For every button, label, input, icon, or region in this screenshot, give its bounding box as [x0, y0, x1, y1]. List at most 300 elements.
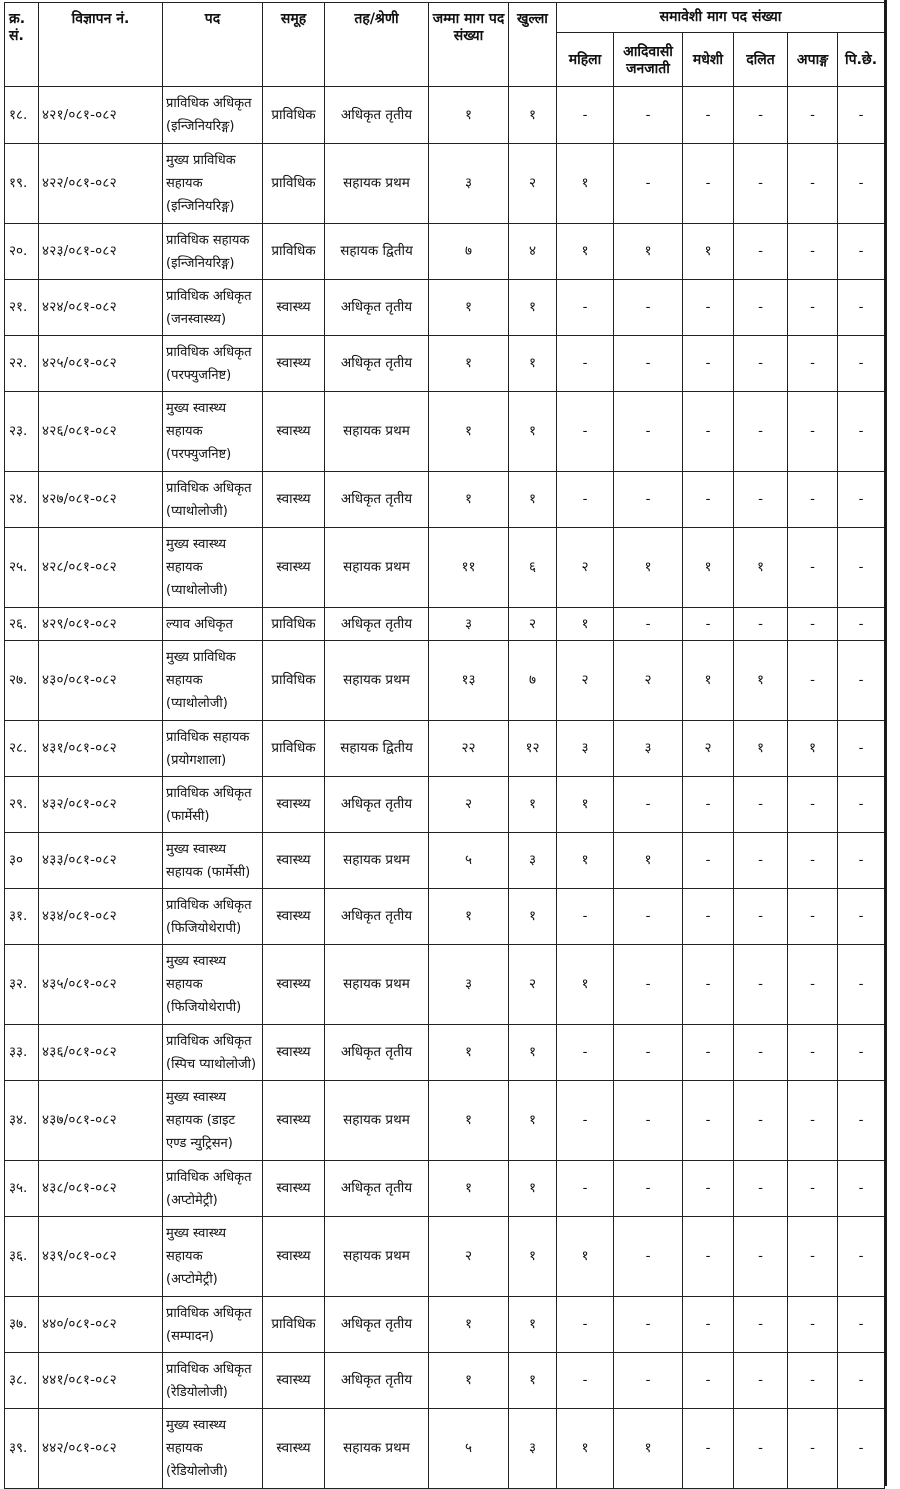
post-line: मुख्य स्वास्थ्य [166, 841, 227, 857]
header-level: तह/श्रेणी [325, 3, 429, 87]
row-janajati: - [614, 1353, 683, 1409]
table-row [5, 608, 885, 641]
post-line: प्राविधिक अधिकृत [166, 96, 252, 111]
page-border [884, 0, 887, 1486]
row-group: स्वास्थ्य [263, 336, 325, 392]
row-sn: ३७. [5, 1297, 39, 1353]
row-madhesi: - [683, 945, 734, 1025]
row-disabled: - [788, 945, 838, 1025]
row-sn: १९. [5, 144, 39, 224]
row-group: स्वास्थ्य [263, 833, 325, 889]
row-total: ३ [429, 144, 509, 224]
row-sn: २५. [5, 528, 39, 608]
row-group: स्वास्थ्य [263, 280, 325, 336]
post-line: (जनस्वास्थ्य) [166, 311, 227, 327]
row-advert-no: ४२३/०८१-०८२ [39, 224, 163, 280]
row-total: २२ [429, 721, 509, 777]
row-open: २ [509, 945, 557, 1025]
row-madhesi: - [683, 280, 734, 336]
row-group: स्वास्थ्य [263, 1081, 325, 1161]
post-line: (रेडियोलोजी) [166, 1384, 228, 1400]
table-row [5, 1297, 885, 1353]
header-madhesi: मधेशी [683, 33, 734, 87]
row-post [163, 889, 263, 945]
row-sn: २०. [5, 224, 39, 280]
post-line: सहायक (डाइट [166, 1113, 236, 1128]
row-janajati: १ [614, 528, 683, 608]
row-backward: - [838, 224, 885, 280]
table-row [5, 777, 885, 833]
row-disabled: - [788, 144, 838, 224]
post-line: सहायक [166, 176, 203, 191]
row-level: अधिकृत तृतीय [325, 608, 429, 641]
row-open: १ [509, 1217, 557, 1297]
post-line: मुख्य स्वास्थ्य [166, 1418, 227, 1433]
row-advert-no: ४२९/०८१-०८२ [39, 608, 163, 641]
row-post [163, 777, 263, 833]
post-line: (अप्टोमेट्री) [166, 1192, 218, 1208]
row-janajati: - [614, 87, 683, 144]
table-row [5, 144, 885, 224]
row-group: प्राविधिक [263, 224, 325, 280]
post-line: मुख्य स्वास्थ्य [166, 537, 227, 552]
row-madhesi: - [683, 833, 734, 889]
row-disabled: - [788, 833, 838, 889]
row-disabled: - [788, 1297, 838, 1353]
row-madhesi: - [683, 1081, 734, 1161]
row-total: १ [429, 889, 509, 945]
table-row [5, 392, 885, 472]
row-disabled: - [788, 336, 838, 392]
row-advert-no: ४३५/०८१-०८२ [39, 945, 163, 1025]
post-line: (इन्जिनियरिङ्ग) [166, 255, 235, 271]
header-sn: क्र. सं. [5, 3, 39, 87]
row-madhesi: - [683, 144, 734, 224]
table-row [5, 1353, 885, 1409]
row-open: १ [509, 472, 557, 528]
row-women: - [557, 1353, 614, 1409]
row-madhesi: - [683, 1409, 734, 1489]
row-level: अधिकृत तृतीय [325, 280, 429, 336]
row-janajati: - [614, 1081, 683, 1161]
header-group: समूह [263, 3, 325, 87]
row-open: १ [509, 889, 557, 945]
row-women: १ [557, 224, 614, 280]
row-advert-no: ४४०/०८१-०८२ [39, 1297, 163, 1353]
row-sn: ३१. [5, 889, 39, 945]
row-dalit: - [734, 833, 788, 889]
row-open: ३ [509, 833, 557, 889]
row-advert-no: ४३७/०८१-०८२ [39, 1081, 163, 1161]
row-level: अधिकृत तृतीय [325, 336, 429, 392]
row-open: ३ [509, 1409, 557, 1489]
row-dalit: - [734, 472, 788, 528]
row-disabled: - [788, 641, 838, 721]
row-level: अधिकृत तृतीय [325, 472, 429, 528]
row-sn: ३३. [5, 1025, 39, 1081]
row-total: १ [429, 280, 509, 336]
row-dalit: १ [734, 641, 788, 721]
row-open: १ [509, 1081, 557, 1161]
row-sn: ३९. [5, 1409, 39, 1489]
row-women: १ [557, 1409, 614, 1489]
row-total: १ [429, 1161, 509, 1217]
row-backward: - [838, 472, 885, 528]
post-line: ल्याव अधिकृत [166, 616, 233, 632]
table-row [5, 721, 885, 777]
row-advert-no: ४३२/०८१-०८२ [39, 777, 163, 833]
row-women: १ [557, 777, 614, 833]
table-row [5, 945, 885, 1025]
row-total: १ [429, 392, 509, 472]
row-sn: ३५. [5, 1161, 39, 1217]
row-women: - [557, 392, 614, 472]
row-group: स्वास्थ्य [263, 472, 325, 528]
row-advert-no: ४२४/०८१-०८२ [39, 280, 163, 336]
row-group: प्राविधिक [263, 721, 325, 777]
row-disabled: - [788, 87, 838, 144]
row-backward: - [838, 945, 885, 1025]
header-dalit: दलित [734, 33, 788, 87]
row-women: - [557, 1161, 614, 1217]
row-total: १ [429, 472, 509, 528]
row-sn: ३४. [5, 1081, 39, 1161]
post-line: (प्याथोलोजी) [166, 583, 228, 598]
row-level: अधिकृत तृतीय [325, 87, 429, 144]
vacancy-table [4, 2, 885, 1489]
row-madhesi: - [683, 1353, 734, 1409]
row-disabled: - [788, 224, 838, 280]
row-group: प्राविधिक [263, 1297, 325, 1353]
row-dalit: १ [734, 528, 788, 608]
row-level: सहायक प्रथम [325, 1081, 429, 1161]
row-backward: - [838, 777, 885, 833]
row-total: १ [429, 1025, 509, 1081]
row-post [163, 1161, 263, 1217]
row-sn: ३० [5, 833, 39, 889]
row-total: १ [429, 87, 509, 144]
row-backward: - [838, 608, 885, 641]
row-group: प्राविधिक [263, 608, 325, 641]
post-line: मुख्य प्राविधिक [166, 650, 236, 665]
header-inclusive: समावेशी माग पद संख्या [557, 3, 885, 33]
row-sn: ३६. [5, 1217, 39, 1297]
post-line: (स्पिच प्याथोलोजी) [166, 1056, 257, 1072]
row-total: ५ [429, 833, 509, 889]
row-post [163, 833, 263, 889]
row-advert-no: ४४१/०८१-०८२ [39, 1353, 163, 1409]
row-sn: १८. [5, 87, 39, 144]
row-advert-no: ४३९/०८१-०८२ [39, 1217, 163, 1297]
row-women: १ [557, 833, 614, 889]
row-group: स्वास्थ्य [263, 1217, 325, 1297]
row-disabled: - [788, 1025, 838, 1081]
row-advert-no: ४३६/०८१-०८२ [39, 1025, 163, 1081]
row-janajati: २ [614, 641, 683, 721]
row-open: ७ [509, 641, 557, 721]
table-row [5, 224, 885, 280]
row-group: स्वास्थ्य [263, 392, 325, 472]
row-open: १ [509, 336, 557, 392]
row-dalit: - [734, 224, 788, 280]
row-total: १ [429, 1353, 509, 1409]
post-line: सहायक [166, 560, 203, 575]
row-women: - [557, 1025, 614, 1081]
row-group: प्राविधिक [263, 87, 325, 144]
row-level: अधिकृत तृतीय [325, 1025, 429, 1081]
row-total: १ [429, 1081, 509, 1161]
post-line: (अप्टोमेट्री) [166, 1272, 218, 1287]
table-row [5, 336, 885, 392]
row-backward: - [838, 1025, 885, 1081]
row-women: २ [557, 641, 614, 721]
row-sn: २६. [5, 608, 39, 641]
header-post: पद [163, 3, 263, 87]
row-backward: - [838, 833, 885, 889]
post-line: प्राविधिक अधिकृत [166, 785, 252, 801]
table-row [5, 1161, 885, 1217]
row-open: १ [509, 392, 557, 472]
post-line: प्राविधिक अधिकृत [166, 1169, 252, 1185]
row-dalit: - [734, 608, 788, 641]
row-dalit: - [734, 1025, 788, 1081]
row-total: १ [429, 1297, 509, 1353]
row-janajati: ३ [614, 721, 683, 777]
row-janajati: - [614, 1025, 683, 1081]
row-madhesi: २ [683, 721, 734, 777]
row-janajati: - [614, 608, 683, 641]
row-advert-no: ४२१/०८१-०८२ [39, 87, 163, 144]
row-open: १ [509, 87, 557, 144]
post-line: सहायक [166, 977, 203, 992]
row-disabled: - [788, 528, 838, 608]
table-row [5, 641, 885, 721]
row-post [163, 641, 263, 721]
table-row [5, 1409, 885, 1489]
row-advert-no: ४३८/०८१-०८२ [39, 1161, 163, 1217]
row-post [163, 392, 263, 472]
row-level: सहायक प्रथम [325, 945, 429, 1025]
row-disabled: - [788, 1161, 838, 1217]
row-dalit: - [734, 144, 788, 224]
row-level: सहायक प्रथम [325, 392, 429, 472]
row-post [163, 472, 263, 528]
row-dalit: - [734, 1081, 788, 1161]
post-line: प्राविधिक सहायक [166, 729, 250, 745]
row-madhesi: - [683, 87, 734, 144]
row-post [163, 144, 263, 224]
row-women: १ [557, 144, 614, 224]
row-total: १ [429, 336, 509, 392]
row-group: स्वास्थ्य [263, 1353, 325, 1409]
row-women: - [557, 472, 614, 528]
row-open: १ [509, 1353, 557, 1409]
row-backward: - [838, 1081, 885, 1161]
table-row [5, 1081, 885, 1161]
row-janajati: - [614, 889, 683, 945]
row-group: स्वास्थ्य [263, 1025, 325, 1081]
row-janajati: १ [614, 1409, 683, 1489]
row-group: स्वास्थ्य [263, 528, 325, 608]
post-line: प्राविधिक अधिकृत [166, 1361, 252, 1377]
row-dalit: - [734, 87, 788, 144]
row-women: १ [557, 945, 614, 1025]
row-backward: - [838, 336, 885, 392]
table-row [5, 833, 885, 889]
row-total: ३ [429, 608, 509, 641]
row-dalit: - [734, 1161, 788, 1217]
post-line: सहायक [166, 1441, 203, 1456]
row-total: ५ [429, 1409, 509, 1489]
row-madhesi: - [683, 336, 734, 392]
row-janajati: १ [614, 224, 683, 280]
row-post [163, 1409, 263, 1489]
row-women: - [557, 889, 614, 945]
row-madhesi: - [683, 472, 734, 528]
row-dalit: - [734, 392, 788, 472]
row-sn: २२. [5, 336, 39, 392]
row-group: स्वास्थ्य [263, 1409, 325, 1489]
row-level: अधिकृत तृतीय [325, 1297, 429, 1353]
header-total: जम्मा माग पद संख्या [429, 3, 509, 87]
row-madhesi: - [683, 1217, 734, 1297]
row-post [163, 721, 263, 777]
row-dalit: - [734, 1409, 788, 1489]
row-open: ६ [509, 528, 557, 608]
row-women: २ [557, 528, 614, 608]
row-sn: ३८. [5, 1353, 39, 1409]
row-post [163, 1025, 263, 1081]
row-disabled: - [788, 777, 838, 833]
row-total: ३ [429, 945, 509, 1025]
row-post [163, 280, 263, 336]
row-level: सहायक प्रथम [325, 641, 429, 721]
row-open: ४ [509, 224, 557, 280]
post-line: प्राविधिक अधिकृत [166, 480, 252, 496]
row-post [163, 1217, 263, 1297]
row-disabled: - [788, 1409, 838, 1489]
row-level: सहायक प्रथम [325, 833, 429, 889]
row-janajati: - [614, 280, 683, 336]
post-line: (फिजियोथेरापी) [166, 1000, 242, 1015]
table-row [5, 87, 885, 144]
post-line: (रेडियोलोजी) [166, 1464, 228, 1479]
row-level: सहायक प्रथम [325, 144, 429, 224]
row-advert-no: ४३३/०८१-०८२ [39, 833, 163, 889]
row-level: सहायक द्वितीय [325, 224, 429, 280]
post-line: मुख्य स्वास्थ्य [166, 1090, 227, 1105]
row-advert-no: ४२२/०८१-०८२ [39, 144, 163, 224]
table-row [5, 280, 885, 336]
row-madhesi: - [683, 392, 734, 472]
row-janajati: - [614, 144, 683, 224]
row-post [163, 1297, 263, 1353]
row-madhesi: - [683, 608, 734, 641]
row-dalit: - [734, 889, 788, 945]
post-line: (परफ्युजनिष्ट) [166, 367, 232, 383]
row-madhesi: - [683, 777, 734, 833]
row-backward: - [838, 1161, 885, 1217]
row-open: १ [509, 1161, 557, 1217]
row-total: १३ [429, 641, 509, 721]
row-open: १ [509, 1297, 557, 1353]
row-madhesi: - [683, 1297, 734, 1353]
row-post [163, 87, 263, 144]
row-backward: - [838, 721, 885, 777]
post-line: मुख्य प्राविधिक [166, 153, 236, 168]
row-sn: २८. [5, 721, 39, 777]
row-women: - [557, 87, 614, 144]
row-group: स्वास्थ्य [263, 889, 325, 945]
row-backward: - [838, 144, 885, 224]
row-madhesi: - [683, 1025, 734, 1081]
row-group: स्वास्थ्य [263, 1161, 325, 1217]
row-madhesi: १ [683, 224, 734, 280]
row-madhesi: १ [683, 528, 734, 608]
header-advert-no: विज्ञापन नं. [39, 3, 163, 87]
row-advert-no: ४२६/०८१-०८२ [39, 392, 163, 472]
row-advert-no: ४२८/०८१-०८२ [39, 528, 163, 608]
row-post [163, 1081, 263, 1161]
header-women: महिला [557, 33, 614, 87]
row-sn: २१. [5, 280, 39, 336]
row-dalit: - [734, 945, 788, 1025]
row-dalit: - [734, 777, 788, 833]
row-group: स्वास्थ्य [263, 777, 325, 833]
post-line: सहायक [166, 673, 203, 688]
table-row [5, 1025, 885, 1081]
row-backward: - [838, 1353, 885, 1409]
row-level: सहायक प्रथम [325, 1409, 429, 1489]
row-advert-no: ४३१/०८१-०८२ [39, 721, 163, 777]
row-women: - [557, 280, 614, 336]
row-backward: - [838, 641, 885, 721]
post-line: (फार्मेसी) [166, 808, 210, 824]
post-line: (फिजियोथेरापी) [166, 920, 242, 936]
row-backward: - [838, 1297, 885, 1353]
row-open: १ [509, 777, 557, 833]
row-total: ११ [429, 528, 509, 608]
header-backward: पि.छे. [838, 33, 885, 87]
row-disabled: - [788, 472, 838, 528]
row-backward: - [838, 280, 885, 336]
header-open: खुल्ला [509, 3, 557, 87]
post-line: प्राविधिक अधिकृत [166, 344, 252, 360]
row-open: २ [509, 608, 557, 641]
row-level: सहायक द्वितीय [325, 721, 429, 777]
row-level: सहायक प्रथम [325, 1217, 429, 1297]
row-post [163, 1353, 263, 1409]
row-backward: - [838, 1409, 885, 1489]
row-backward: - [838, 889, 885, 945]
row-level: सहायक प्रथम [325, 528, 429, 608]
post-line: (इन्जिनियरिङ्ग) [166, 199, 235, 214]
row-sn: २७. [5, 641, 39, 721]
row-disabled: - [788, 1353, 838, 1409]
post-line: (प्याथोलोजी) [166, 503, 228, 519]
row-level: अधिकृत तृतीय [325, 1353, 429, 1409]
post-line: प्राविधिक अधिकृत [166, 897, 252, 913]
table-row [5, 528, 885, 608]
row-sn: २३. [5, 392, 39, 472]
post-line: प्राविधिक अधिकृत [166, 1033, 252, 1049]
row-women: - [557, 336, 614, 392]
row-janajati: - [614, 777, 683, 833]
row-advert-no: ४३०/०८१-०८२ [39, 641, 163, 721]
row-disabled: - [788, 1081, 838, 1161]
row-dalit: - [734, 1353, 788, 1409]
table-row [5, 889, 885, 945]
